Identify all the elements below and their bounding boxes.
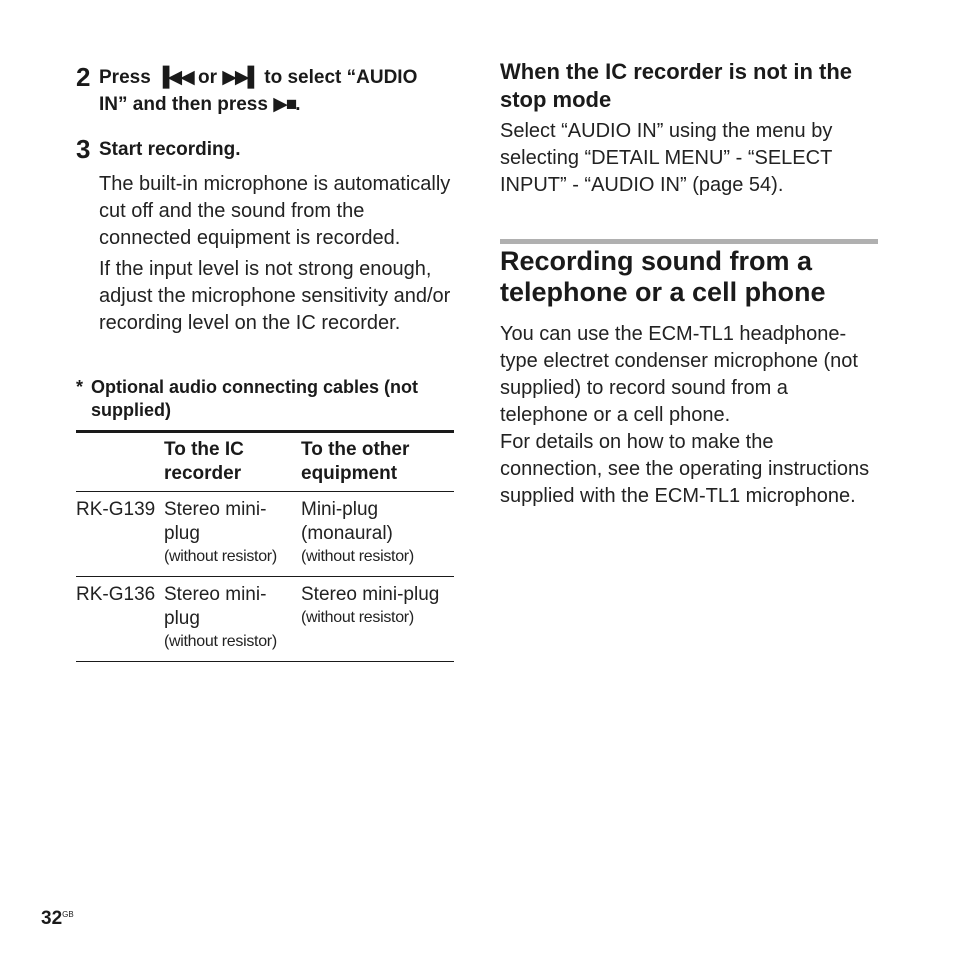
- step-2-text-a: Press: [99, 67, 157, 88]
- header-model: [76, 432, 164, 492]
- cables-note: [76, 376, 456, 422]
- play-stop-icon: ▶■: [273, 94, 296, 115]
- cell-other-plug: [301, 577, 454, 662]
- cables-table: [76, 430, 454, 662]
- step-3-paragraph-1: The built-in microphone is automatically cut off and the sound from the connected equipment is recorded.: [99, 173, 451, 249]
- cell-model: RK-G136: [76, 577, 164, 662]
- table-header-row: [76, 432, 454, 492]
- step-2-text-c: to select “AUDIO IN” and then press: [99, 67, 418, 115]
- cell-other-plug-sub: (without resistor): [301, 609, 414, 626]
- cell-ic-plug-main: Stereo mini-plug: [164, 499, 267, 544]
- step-3-paragraph-2: If the input level is not strong enough, adjust the microphone sensitivity and/or recording level on the IC recorder.: [99, 258, 451, 334]
- cell-other-plug-main: Mini-plug (monaural): [301, 499, 393, 544]
- note-asterisk: *: [76, 377, 84, 397]
- next-track-icon: ▶▶▌: [222, 67, 259, 88]
- header-to-ic-recorder: To the IC recorder: [164, 432, 301, 492]
- section-title: Recording sound from a telephone or a cell phone: [500, 246, 826, 307]
- step-2-text-d: .: [295, 94, 301, 115]
- table-row: [76, 577, 454, 662]
- section-paragraph-2: For details on how to make the connection, see the operating instructions supplied with the ECM-TL1 microphone.: [500, 431, 870, 507]
- step-number-3: 3: [76, 134, 91, 164]
- previous-track-icon: ▐◀◀: [156, 67, 193, 88]
- cell-model: RK-G139: [76, 492, 164, 577]
- cell-ic-plug-sub: (without resistor): [164, 548, 277, 565]
- cell-other-plug-main: Stereo mini-plug: [301, 584, 440, 605]
- note-text: Optional audio connecting cables (not supplied): [91, 377, 419, 420]
- step-3-body: [99, 171, 457, 337]
- step-number-2: 2: [76, 62, 91, 92]
- cell-ic-plug: [164, 577, 301, 662]
- cell-ic-plug: [164, 492, 301, 577]
- cell-other-plug: [301, 492, 454, 577]
- page-suffix: GB: [62, 910, 74, 919]
- page-number: [41, 908, 74, 930]
- cell-ic-plug-main: Stereo mini-plug: [164, 584, 267, 629]
- page-number-value: 32: [41, 908, 63, 929]
- stop-mode-subheading: When the IC recorder is not in the stop mode: [500, 59, 853, 112]
- section-divider: [500, 239, 878, 244]
- step-2-text-b: or: [192, 67, 223, 88]
- stop-mode-text: Select “AUDIO IN” using the menu by selecting “DETAIL MENU” - “SELECT INPUT” - “AUDIO IN” (page 54).: [500, 120, 833, 196]
- table-row: [76, 492, 454, 577]
- step-2-instruction: [99, 64, 449, 118]
- section-body: [500, 321, 872, 510]
- cell-other-plug-sub: (without resistor): [301, 548, 414, 565]
- step-3-heading: Start recording.: [99, 139, 241, 160]
- header-to-other-equipment: To the other equipment: [301, 432, 454, 492]
- cell-ic-plug-sub: (without resistor): [164, 633, 277, 650]
- section-paragraph-1: You can use the ECM-TL1 headphone-type electret condenser microphone (not supplied) to record sound from a telephone or a cell phone.: [500, 323, 858, 426]
